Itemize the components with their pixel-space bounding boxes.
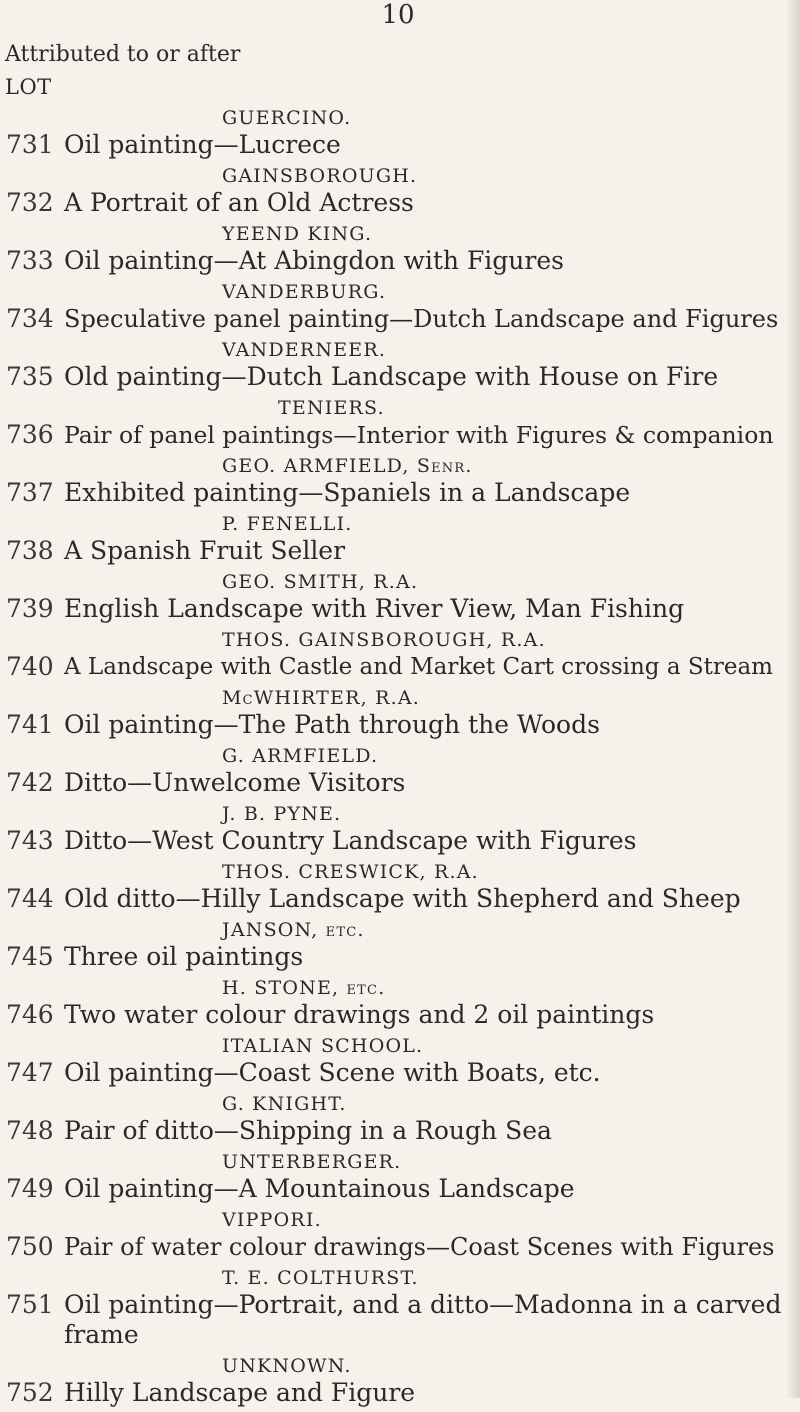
lot-entry — [0, 766, 800, 802]
lot-description: English Landscape with River View, Man Fishing — [64, 594, 685, 623]
artist-name: YEEND KING. — [222, 223, 373, 245]
artist-name: G. KNIGHT. — [222, 1093, 347, 1115]
lot-entry — [0, 476, 800, 512]
lot-entry — [0, 1172, 800, 1208]
artist-name: GUERCINO. — [222, 107, 352, 129]
lot-description: Hilly Landscape and Figure — [64, 1378, 416, 1407]
lot-number: 749 — [6, 1174, 54, 1203]
lot-entry — [0, 418, 800, 454]
lot-description: Pair of ditto—Shipping in a Rough Sea — [64, 1116, 552, 1145]
artist-name: GAINSBOROUGH. — [222, 165, 418, 187]
lot-number: 743 — [6, 826, 54, 855]
lot-description-continuation: frame — [64, 1320, 139, 1349]
lot-description: A Portrait of an Old Actress — [64, 188, 414, 217]
lot-number: 738 — [6, 536, 54, 565]
artist-name: T. E. COLTHURST. — [222, 1267, 419, 1289]
lot-entry — [0, 1056, 800, 1092]
artist-name: VANDERNEER. — [222, 339, 387, 361]
lot-number: 733 — [6, 246, 54, 275]
lot-description: Oil painting—At Abingdon with Figures — [64, 246, 564, 275]
lot-entry — [0, 940, 800, 976]
lot-description: Oil painting—The Path through the Woods — [64, 710, 600, 739]
lot-description: Old painting—Dutch Landscape with House on Fire — [64, 362, 719, 391]
lot-entry — [0, 534, 800, 570]
lot-number: 744 — [6, 884, 54, 913]
lot-number: 731 — [6, 130, 54, 159]
lot-entry — [0, 708, 800, 744]
lot-number: 750 — [6, 1232, 54, 1261]
artist-name: THOS. CRESWICK, R.A. — [222, 861, 479, 883]
lot-entry — [0, 128, 800, 164]
lot-entry — [0, 882, 800, 918]
artist-name: P. FENELLI. — [222, 513, 353, 535]
lot-description: Oil painting—Coast Scene with Boats, etc. — [64, 1058, 601, 1087]
lot-entry — [0, 592, 800, 628]
page-number: 10 — [381, 0, 415, 30]
lot-description: A Spanish Fruit Seller — [64, 536, 346, 565]
lot-entry — [0, 1114, 800, 1150]
lot-number: 741 — [6, 710, 54, 739]
lot-description: Three oil paintings — [64, 942, 304, 971]
lot-number: 747 — [6, 1058, 54, 1087]
lot-number: 739 — [6, 594, 54, 623]
section-header: Attributed to or after — [5, 42, 241, 67]
lot-entry — [0, 650, 800, 686]
lot-number: 737 — [6, 478, 54, 507]
lot-entry — [0, 1230, 800, 1266]
lot-description: Oil painting—A Mountainous Landscape — [64, 1174, 575, 1203]
lot-description: Pair of panel paintings—Interior with Figures & companion — [64, 421, 774, 449]
artist-name: ITALIAN SCHOOL. — [222, 1035, 424, 1057]
artist-name: THOS. GAINSBOROUGH, R.A. — [222, 629, 546, 651]
lot-description: Pair of water colour drawings—Coast Scenes with Figures — [64, 1233, 775, 1261]
lot-description: Speculative panel painting—Dutch Landscape and Figures — [64, 305, 779, 333]
lot-entry — [0, 998, 800, 1034]
lot-number: 745 — [6, 942, 54, 971]
artist-name: JANSON, etc. — [222, 919, 365, 941]
lot-description: Oil painting—Portrait, and a ditto—Madonna in a carved — [64, 1290, 782, 1319]
lot-number: 752 — [6, 1378, 54, 1407]
lot-entry — [0, 824, 800, 860]
lot-description: Old ditto—Hilly Landscape with Shepherd and Sheep — [64, 884, 741, 913]
lot-entry — [0, 360, 800, 396]
lot-number: 732 — [6, 188, 54, 217]
artist-name: UNTERBERGER. — [222, 1151, 402, 1173]
artist-name: J. B. PYNE. — [222, 803, 342, 825]
lot-description: A Landscape with Castle and Market Cart crossing a Stream — [64, 654, 773, 680]
lot-description: Oil painting—Lucrece — [64, 130, 341, 159]
lot-number: 751 — [6, 1290, 54, 1319]
lot-number: 740 — [6, 652, 54, 681]
artist-name: GEO. ARMFIELD, Senr. — [222, 455, 473, 477]
lot-number: 736 — [6, 420, 54, 449]
lot-number: 735 — [6, 362, 54, 391]
lot-number: 748 — [6, 1116, 54, 1145]
lot-description: Two water colour drawings and 2 oil paintings — [64, 1000, 655, 1029]
lot-number: 734 — [6, 304, 54, 333]
lot-entry — [0, 244, 800, 280]
artist-name: VIPPORI. — [222, 1209, 322, 1231]
artist-name: G. ARMFIELD. — [222, 745, 379, 767]
artist-name: GEO. SMITH, R.A. — [222, 571, 419, 593]
artist-name: TENIERS. — [278, 397, 385, 419]
lot-entry — [0, 302, 800, 338]
artist-name: H. STONE, etc. — [222, 977, 386, 999]
artist-name: UNKNOWN. — [222, 1355, 352, 1377]
lot-description: Exhibited painting—Spaniels in a Landscape — [64, 478, 631, 507]
lot-description: Ditto—Unwelcome Visitors — [64, 768, 406, 797]
lot-entry — [0, 1376, 800, 1412]
lot-number: 742 — [6, 768, 54, 797]
page-edge-shadow — [786, 0, 800, 1398]
lot-column-heading: LOT — [5, 75, 52, 99]
lot-description: Ditto—West Country Landscape with Figures — [64, 826, 637, 855]
lot-number: 746 — [6, 1000, 54, 1029]
lot-entry — [0, 186, 800, 222]
artist-name: McWHIRTER, R.A. — [222, 687, 421, 709]
artist-name: VANDERBURG. — [222, 281, 387, 303]
